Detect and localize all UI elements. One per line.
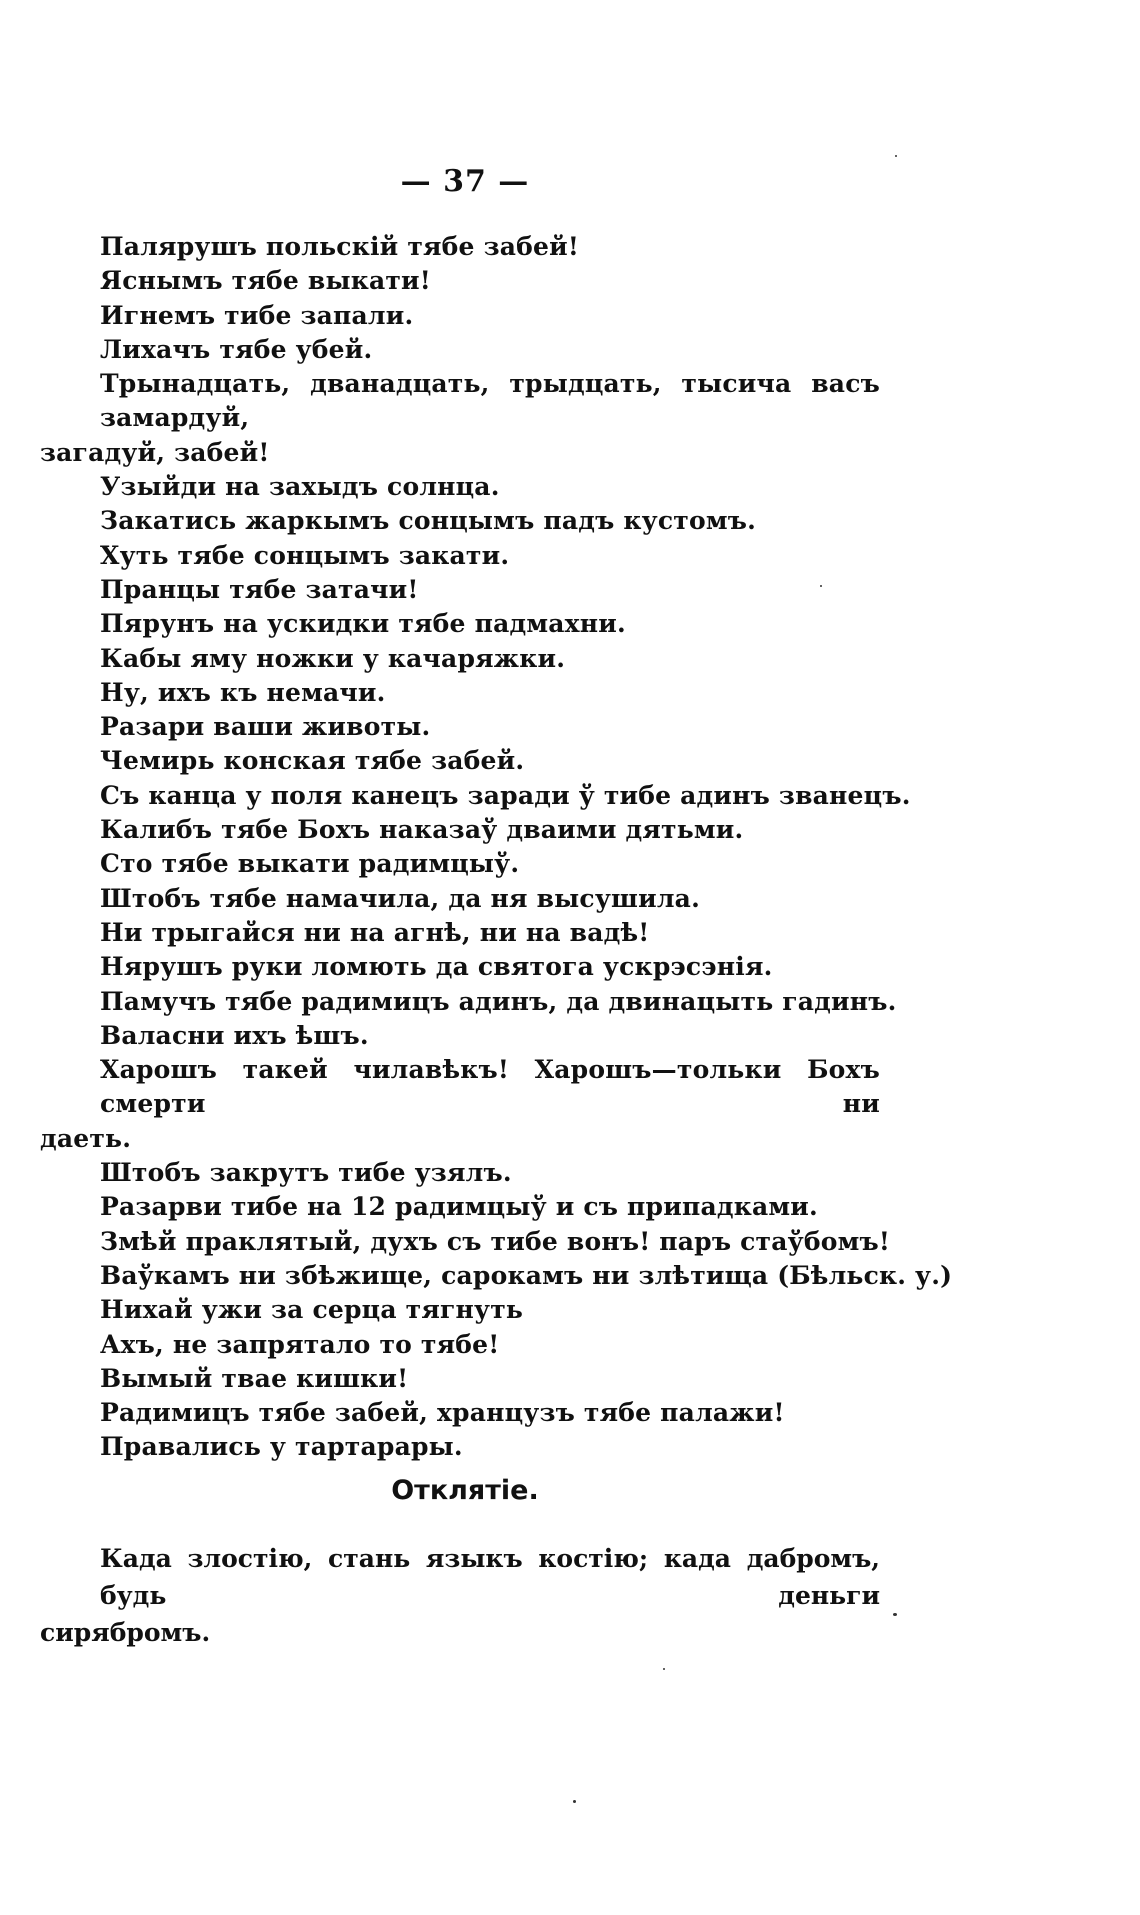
verse-line: Палярушъ польскій тябе забей! [100, 232, 580, 261]
section-paragraph [40, 1540, 880, 1651]
verse-line-tail: загадуй, забей! [40, 437, 270, 467]
verse-line: Калибъ тябе Бохъ наказаў дваими дятьми. [100, 815, 744, 845]
verse-line: Игнемъ тибе запали. [100, 300, 414, 330]
paragraph-line: Када злостію, стань языкъ костію; када дабромъ, будь деньги [100, 1544, 880, 1610]
scan-speck [895, 155, 897, 157]
verse-line: Вымый твае кишки! [100, 1363, 409, 1393]
verse-line: Трынадцать, дванадцать, трыдцать, тысича васъ замардуй, [100, 369, 880, 433]
verse-line: Валасни ихъ ѣшъ. [100, 1020, 369, 1050]
verse-line: Ахъ, не запрятало то тябе! [100, 1329, 500, 1359]
verse-line: Штобъ тябе намачила, да ня высушила. [100, 883, 700, 913]
verse-line: Лихачъ тябе убей. [100, 334, 373, 364]
scan-speck [573, 1800, 576, 1803]
paragraph-line-tail: сирябромъ. [40, 1618, 211, 1647]
page-number: — 37 — [400, 164, 530, 199]
verse-line: Ваўкамъ ни збѣжище, сарокамъ ни злѣтища (Бѣльск. у.) [100, 1260, 953, 1290]
section-title: Отклятіе. [391, 1475, 539, 1506]
verse-list [40, 230, 953, 1465]
verse-line: Узыйди на захыдъ солнца. [100, 472, 500, 502]
verse-line: Разари ваши животы. [100, 712, 431, 742]
verse-line: Штобъ закрутъ тибе узялъ. [100, 1158, 512, 1188]
verse-line: Радимицъ тябе забей, хранцузъ тябе палажи! [100, 1398, 785, 1428]
verse-line: Змѣй праклятый, духъ съ тибе вонъ! паръ стаўбомъ! [100, 1226, 891, 1256]
verse-line: Нихай ужи за серца тягнуть [100, 1295, 524, 1325]
verse-line: Разарви тибе на 12 радимцыў и съ припадками. [100, 1192, 818, 1222]
verse-line: Хуть тябе сонцымъ закати. [100, 540, 510, 570]
verse-line: Съ канца у поля канецъ заради ў тибе адинъ званецъ. [100, 780, 911, 810]
verse-line: Ну, ихъ къ немачи. [100, 677, 386, 707]
verse-line: Правались у тартарары. [100, 1432, 463, 1462]
verse-line: Сто тябе выкати радимцыў. [100, 849, 520, 879]
verse-line: Ни трыгайся ни на агнѣ, ни на вадѣ! [100, 917, 650, 947]
verse-line: Нярушъ руки ломють да святога ускрэсэнія. [100, 952, 773, 982]
verse-line: Яснымъ тябе выкати! [100, 266, 431, 296]
scan-speck [893, 1613, 897, 1616]
verse-line-tail: даеть. [40, 1123, 132, 1153]
verse-line: Харошъ такей чилавѣкъ! Харошъ—тольки Бохъ смерти ни [100, 1055, 880, 1119]
scan-speck [820, 585, 822, 587]
verse-line: Памучъ тябе радимицъ адинъ, да двинацыть гадинъ. [100, 986, 897, 1016]
scan-speck [663, 1668, 665, 1670]
verse-line: Закатись жаркымъ сонцымъ падъ кустомъ. [100, 506, 757, 536]
verse-line: Кабы яму ножки у качаряжки. [100, 643, 566, 673]
verse-line: Чемирь конская тябе забей. [100, 746, 525, 776]
verse-line: Пранцы тябе затачи! [100, 574, 419, 604]
verse-line: Пярунъ на ускидки тябе падмахни. [100, 609, 626, 639]
